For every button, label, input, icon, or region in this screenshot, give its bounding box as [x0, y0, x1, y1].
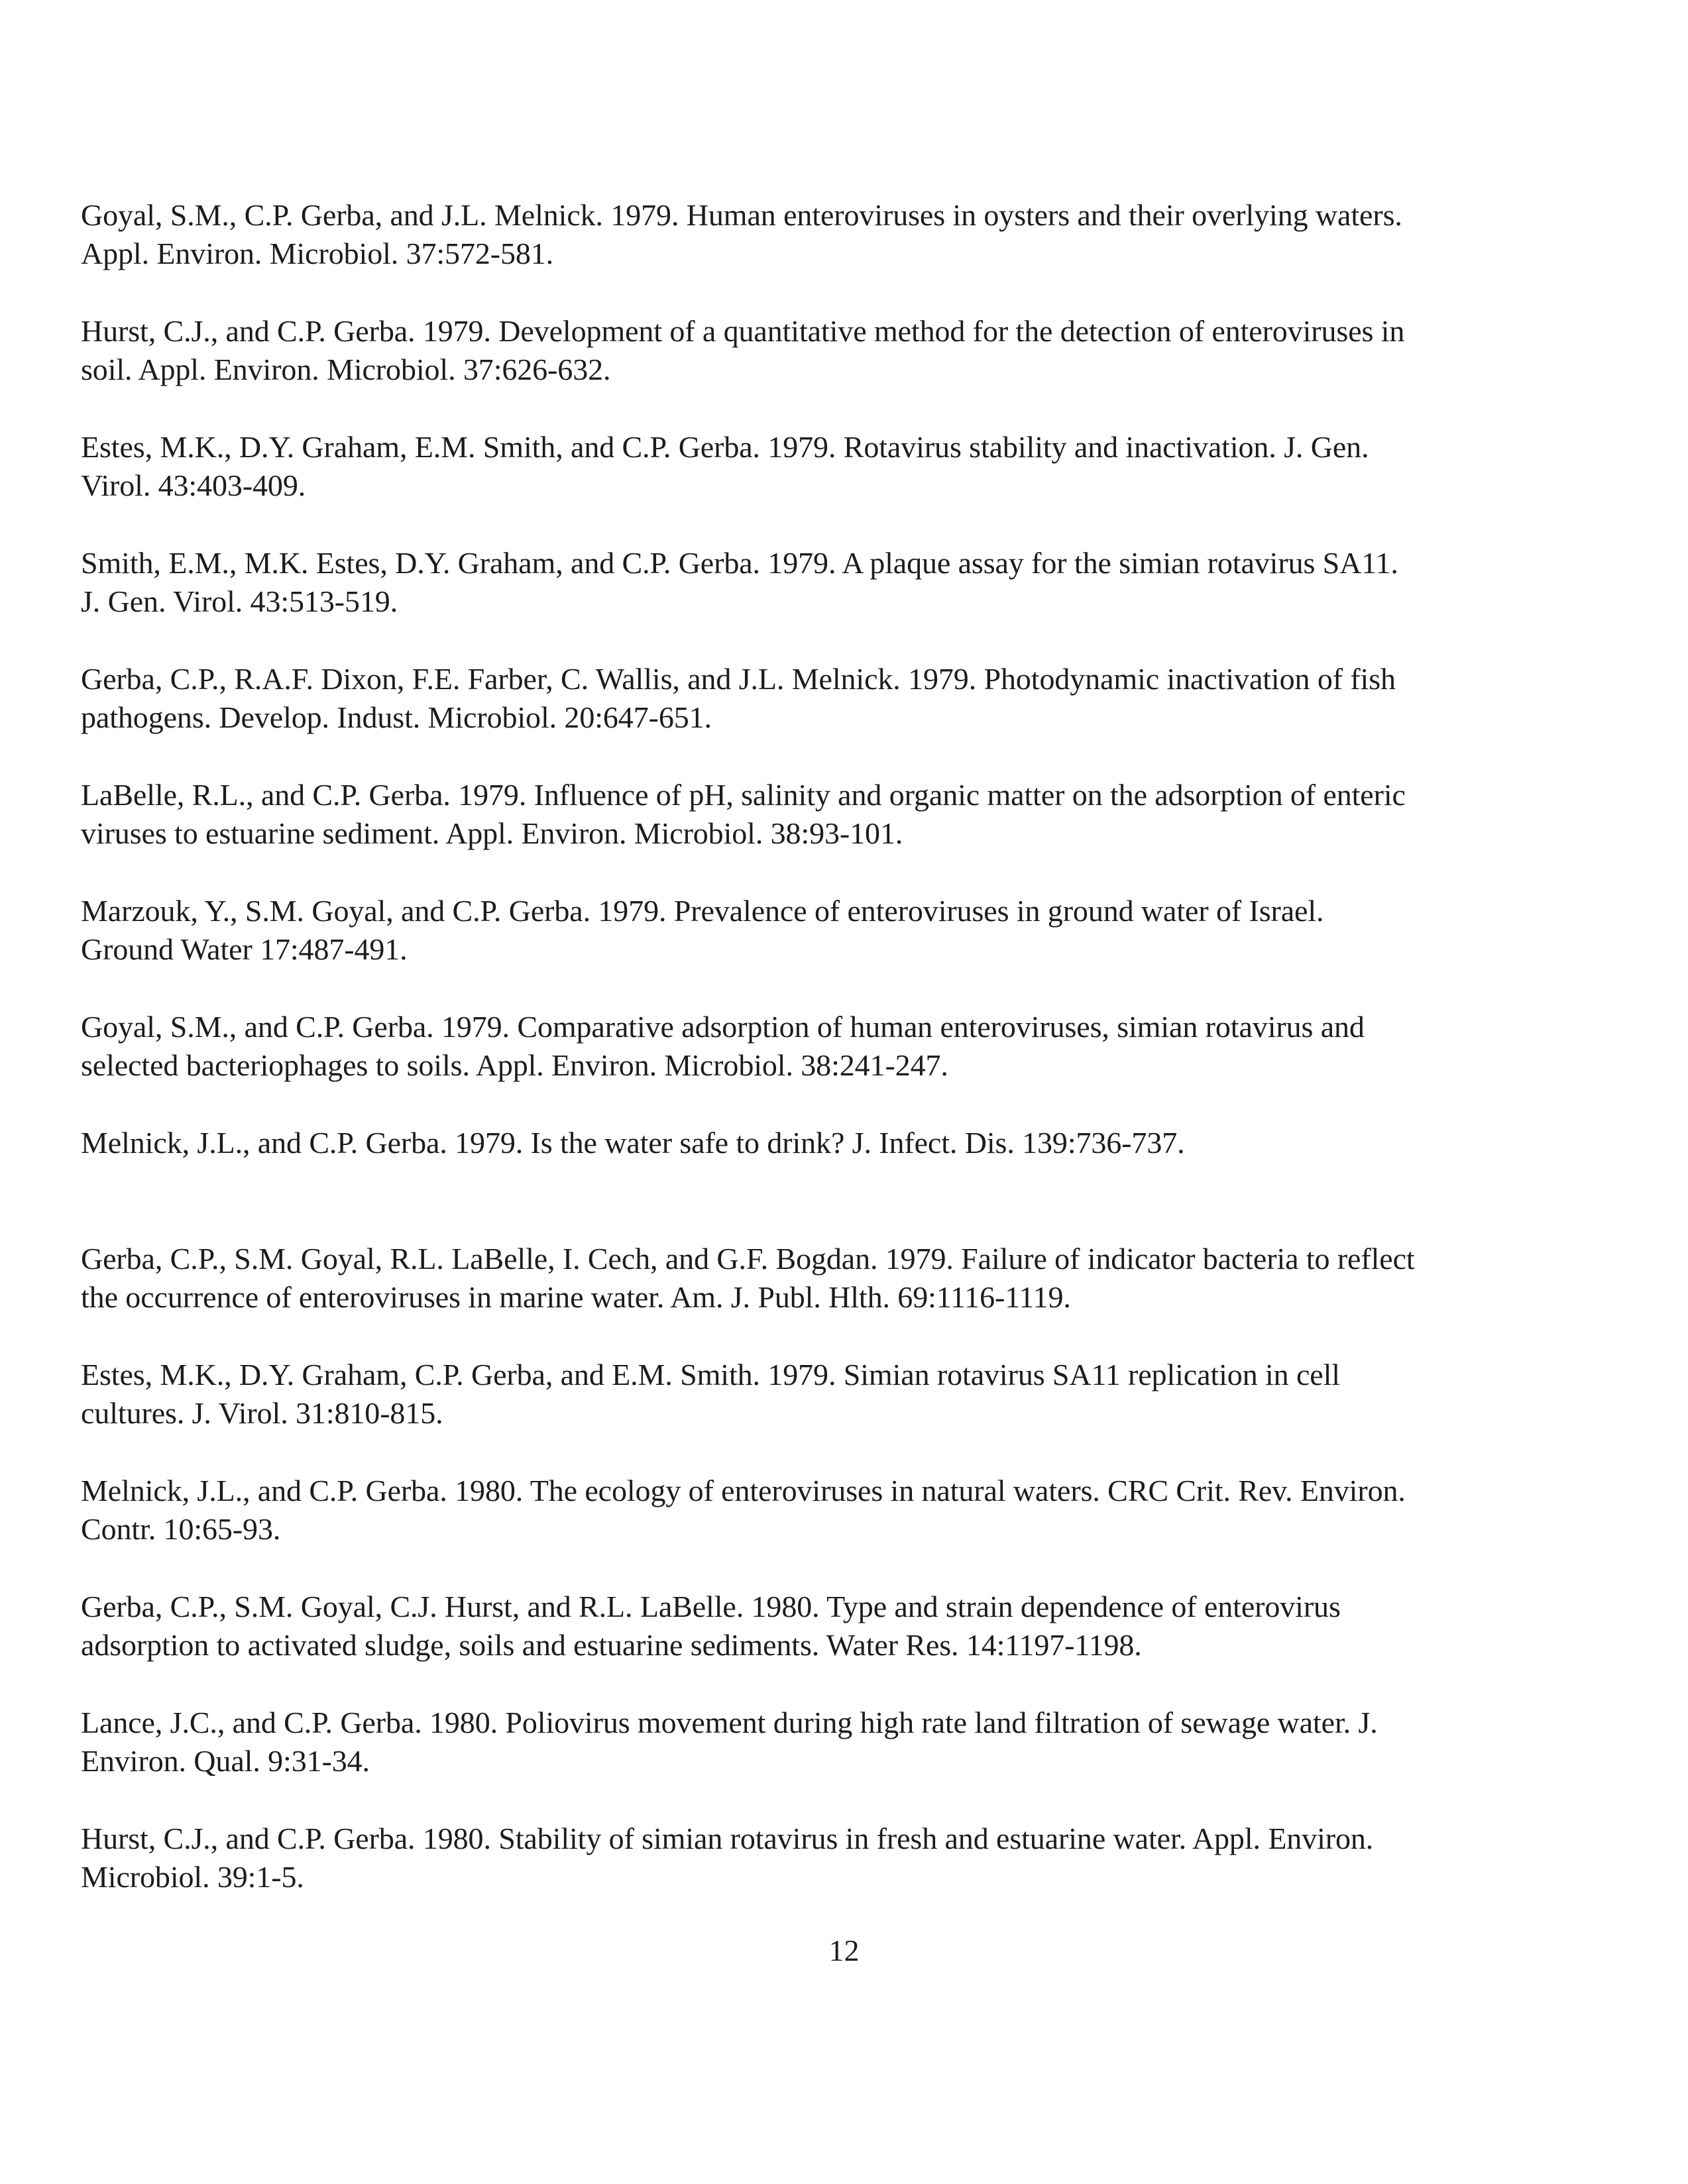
reference-entry: Estes, M.K., D.Y. Graham, C.P. Gerba, and E.M. Smith. 1979. Simian rotavirus SA11 replication in cell cultures. J. Virol. 31:810-815.: [81, 1358, 1340, 1430]
reference-entry: Goyal, S.M., C.P. Gerba, and J.L. Melnick. 1979. Human enteroviruses in oysters and their overlying waters. Appl. Environ. Microbiol. 37:572-581.: [81, 198, 1402, 270]
reference-entry: Lance, J.C., and C.P. Gerba. 1980. Poliovirus movement during high rate land filtration of sewage water. J. Environ. Qual. 9:31-34.: [81, 1706, 1378, 1778]
reference-entry: Smith, E.M., M.K. Estes, D.Y. Graham, and C.P. Gerba. 1979. A plaque assay for the simian rotavirus SA11. J. Gen. Virol. 43:513-519.: [81, 546, 1398, 618]
reference-entry: Gerba, C.P., R.A.F. Dixon, F.E. Farber, C. Wallis, and J.L. Melnick. 1979. Photodynamic inactivation of fish pathogens. Develop. Indust. Microbiol. 20:647-651.: [81, 662, 1396, 734]
reference-entry: LaBelle, R.L., and C.P. Gerba. 1979. Influence of pH, salinity and organic matter on the adsorption of enteric viruses to estuarine sediment. Appl. Environ. Microbiol. 38:93-101.: [81, 778, 1406, 850]
page-number: 12: [828, 1934, 860, 1967]
reference-entry: Estes, M.K., D.Y. Graham, E.M. Smith, and C.P. Gerba. 1979. Rotavirus stability and inactivation. J. Gen. Virol. 43:403-409.: [81, 430, 1369, 502]
reference-entry: Goyal, S.M., and C.P. Gerba. 1979. Comparative adsorption of human enteroviruses, simian rotavirus and selected bacteriophages to soils. Appl. Environ. Microbiol. 38:241-247.: [81, 1010, 1365, 1082]
reference-entry: Marzouk, Y., S.M. Goyal, and C.P. Gerba. 1979. Prevalence of enteroviruses in ground water of Israel. Ground Water 17:487-491.: [81, 894, 1324, 966]
reference-entry: Gerba, C.P., S.M. Goyal, R.L. LaBelle, I. Cech, and G.F. Bogdan. 1979. Failure of indicator bacteria to reflect the occurrence of enteroviruses in marine water. Am. J. Publ. Hlth. 69:1116-1119.: [81, 1242, 1415, 1314]
reference-entry: Gerba, C.P., S.M. Goyal, C.J. Hurst, and R.L. LaBelle. 1980. Type and strain dependence of enterovirus adsorption to activated sludge, soils and estuarine sediments. Water Res. 14:1197-1198.: [81, 1590, 1341, 1662]
reference-entry: Melnick, J.L., and C.P. Gerba. 1979. Is the water safe to drink? J. Infect. Dis. 139:736-737.: [81, 1126, 1185, 1160]
reference-entry: Hurst, C.J., and C.P. Gerba. 1980. Stability of simian rotavirus in fresh and estuarine water. Appl. Environ. Microbiol. 39:1-5.: [81, 1822, 1374, 1894]
reference-entry: Hurst, C.J., and C.P. Gerba. 1979. Development of a quantitative method for the detection of enteroviruses in soil. Appl. Environ. Microbiol. 37:626-632.: [81, 314, 1405, 386]
reference-list: [81, 196, 1565, 1936]
reference-entry: Melnick, J.L., and C.P. Gerba. 1980. The ecology of enteroviruses in natural waters. CRC Crit. Rev. Environ. Contr. 10:65-93.: [81, 1474, 1406, 1546]
